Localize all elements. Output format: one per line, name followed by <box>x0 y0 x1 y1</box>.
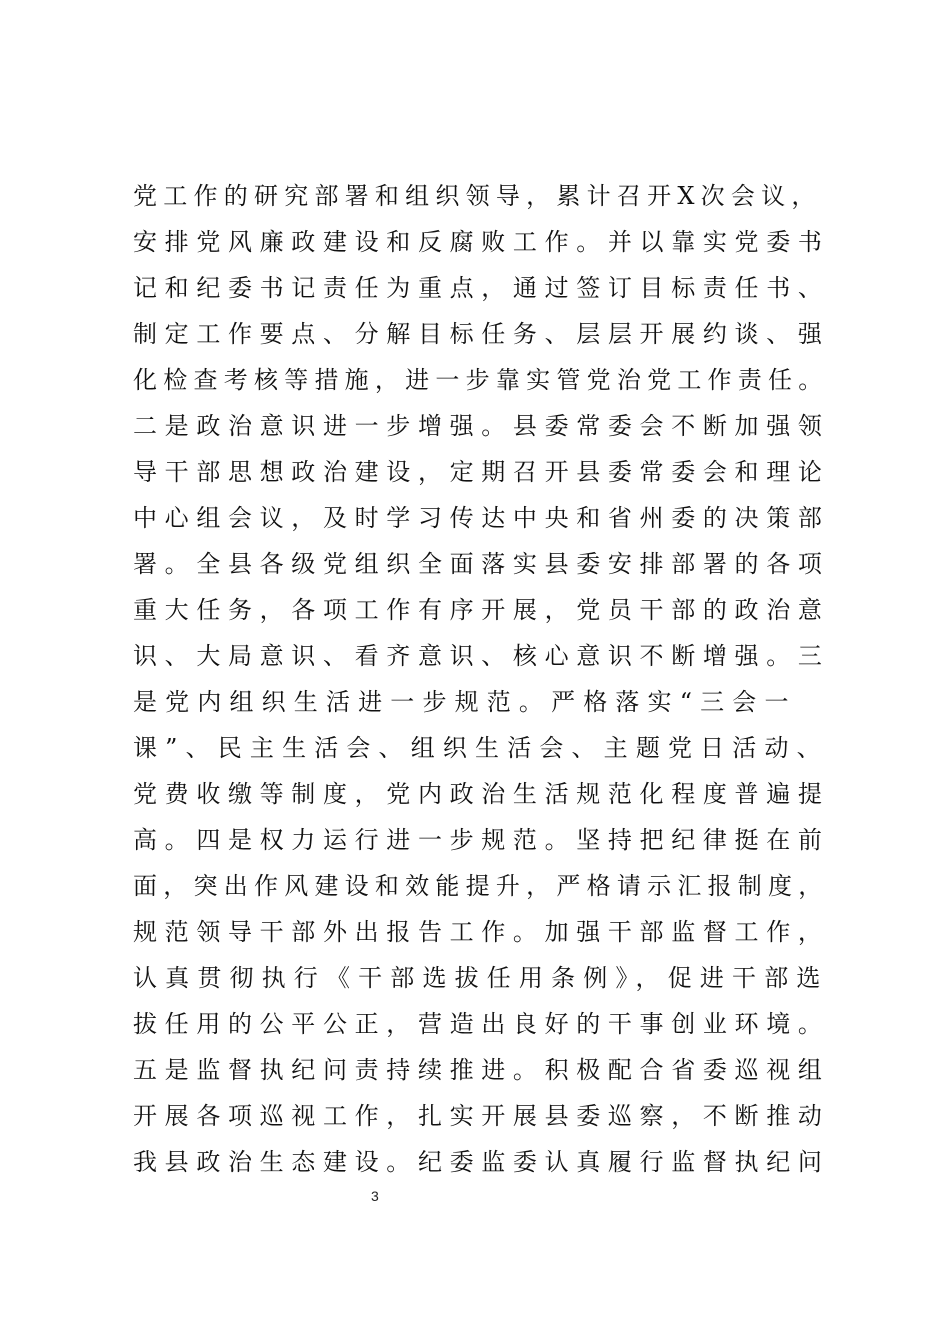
text-line: 重大任务，各项工作有序开展，党员干部的政治意 <box>133 596 830 624</box>
text-line: 记和纪委书记责任为重点，通过签订目标责任书、 <box>133 274 830 302</box>
text-line: 面，突出作风建设和效能提升，严格请示汇报制度， <box>133 872 829 900</box>
page-number: 3 <box>371 1188 379 1204</box>
text-line: 五是监督执纪问责持续推进。积极配合省委巡视组 <box>133 1056 830 1084</box>
text-line: 认真贯彻执行《干部选拔任用条例》，促进干部选 <box>133 964 829 992</box>
text-line: 署。全县各级党组织全面落实县委安排部署的各项 <box>133 550 830 578</box>
text-line: 导干部思想政治建设，定期召开县委常委会和理论 <box>133 458 830 486</box>
text-line: 开展各项巡视工作，扎实开展县委巡察，不断推动 <box>133 1102 830 1130</box>
text-line: 党工作的研究部署和组织领导，累计召开X次会议， <box>133 182 822 210</box>
text-line: 高。四是权力运行进一步规范。坚持把纪律挺在前 <box>133 826 830 854</box>
text-line: 化检查考核等措施，进一步靠实管党治党工作责任。 <box>133 366 829 394</box>
text-line: 二是政治意识进一步增强。县委常委会不断加强领 <box>133 412 830 440</box>
text-line: 我县政治生态建设。纪委监委认真履行监督执纪问 <box>133 1148 830 1176</box>
text-line: 规范领导干部外出报告工作。加强干部监督工作， <box>133 918 830 946</box>
text-line: 识、大局意识、看齐意识、核心意识不断增强。三 <box>133 642 830 670</box>
text-line: 是党内组织生活进一步规范。严格落实“三会一 <box>133 688 797 716</box>
text-line: 党费收缴等制度，党内政治生活规范化程度普遍提 <box>133 780 830 808</box>
text-line: 制定工作要点、分解目标任务、层层开展约谈、强 <box>133 320 830 348</box>
text-line: 中心组会议，及时学习传达中央和省州委的决策部 <box>133 504 830 532</box>
text-line: 课”、民主生活会、组织生活会、主题党日活动、 <box>133 734 829 762</box>
text-line: 拔任用的公平公正，营造出良好的干事创业环境。 <box>133 1010 830 1038</box>
text-line: 安排党风廉政建设和反腐败工作。并以靠实党委书 <box>133 228 830 256</box>
